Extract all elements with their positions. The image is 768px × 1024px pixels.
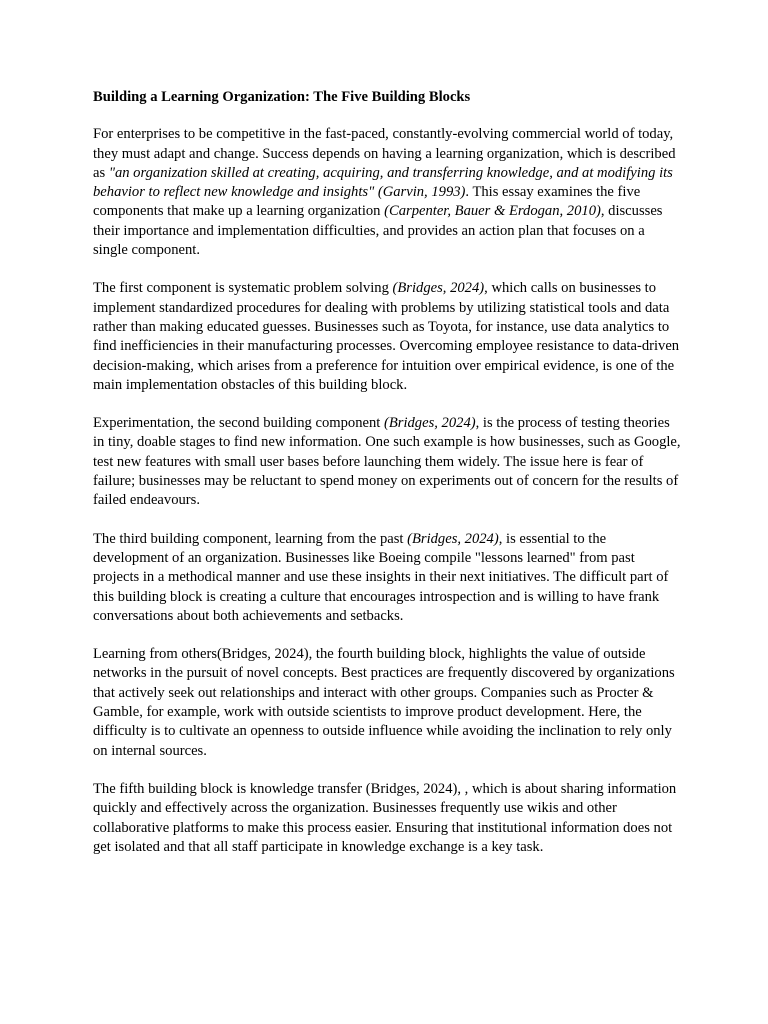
paragraph-experimentation [93,414,683,510]
paragraph-learning-from-others [93,645,683,761]
paragraph-text: Experimentation, the second building component [93,415,384,432]
citation: (Bridges, 2024) [392,280,485,297]
citation: (Bridges, 2024) [407,530,499,547]
garvin-quote: "an organization skilled at creating, acquiring, and transferring knowledge, and at modifying its behavior to reflect new knowledge and insights" (Garvin, 1993) [93,164,673,201]
paragraph-text: , which calls on businesses to implement standardized procedures for dealing with problems by utilizing statistical tools and data rather than making educated guesses. Businesses such as Toyota, for instance, use data analytics to find inefficiencies in their manufacturing processes. Overcoming employee resistance to data-driven decision-making, which arises from a preference for intuition over empirical evidence, is one of the main implementation obstacles of this building block. [93,280,680,393]
paragraph-text: Learning from others(Bridges, 2024), the fourth building block, highlights the value of outside networks in the pursuit of novel concepts. Best practices are frequently discovered by organizations that actively seek out relationships and interact with other groups. Companies such as Procter & Gamble, for example, work with outside scientists to improve product development. Here, the difficulty is to cultivate an openness to outside influence while avoiding the inclination to rely only on internal sources. [93,646,675,759]
citation: (Bridges, 2024) [384,415,476,432]
paragraph-introduction [93,125,683,260]
paragraph-learning-from-past [93,530,683,626]
document-page [93,88,683,876]
paragraph-text: The first component is systematic problem solving [93,280,393,297]
paragraph-text: The fifth building block is knowledge transfer (Bridges, 2024), , which is about sharing information quickly and effectively across the organization. Businesses frequently use wikis and other collaborative platforms to make this process easier. Ensuring that institutional information does not get isolated and that all staff participate in knowledge exchange is a key task. [93,780,677,855]
paragraph-text: For enterprises to be competitive in the fast-paced, constantly-evolving commercial world of today, they must adapt and change. Success depends on having a learning organization, which is described as [93,126,676,181]
citation: (Carpenter, Bauer & Erdogan, 2010) [384,203,601,220]
paragraph-problem-solving [93,279,683,395]
paragraph-text: , discusses their importance and implementation difficulties, and provides an action plan that focuses on a single component. [93,203,663,259]
document-title: Building a Learning Organization: The Five Building Blocks [93,89,471,105]
paragraph-text: . This essay examines the five components that make up a learning organization [93,184,641,220]
paragraph-knowledge-transfer [93,780,683,857]
paragraph-text: , is the process of testing theories in tiny, doable stages to find new information. One such example is how businesses, such as Google, test new features with small user bases before launching them widely. The issue here is fear of failure; businesses may be reluctant to spend money on experiments out of concern for the results of failed endeavours. [93,415,681,509]
paragraph-text: The third building component, learning from the past [93,530,408,547]
paragraph-text: , is essential to the development of an organization. Businesses like Boeing compile "lessons learned" from past projects in a methodical manner and use these insights in their next initiatives. The difficult part of this building block is creating a culture that encourages introspection and is willing to have frank conversations about both achievements and setbacks. [93,530,669,624]
